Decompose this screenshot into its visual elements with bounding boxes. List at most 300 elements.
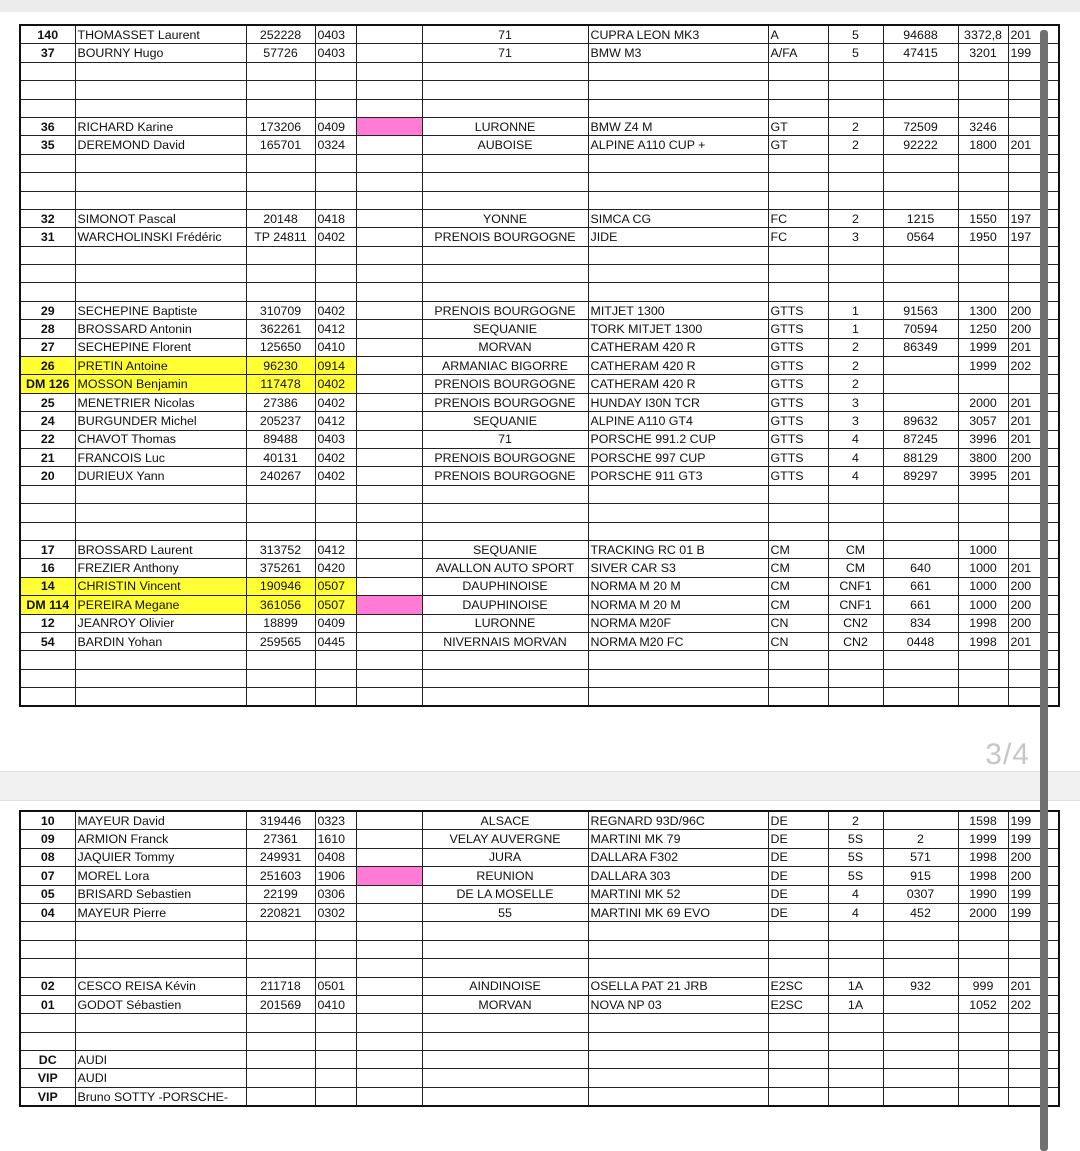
table-cell: 0402 <box>315 375 356 393</box>
table-cell <box>20 81 75 99</box>
table-cell <box>315 1051 356 1069</box>
table-cell: 09 <box>20 830 75 848</box>
table-cell: 37 <box>20 44 75 62</box>
table-cell <box>588 265 768 283</box>
table-cell: E2SC <box>768 977 828 995</box>
table-cell <box>1008 246 1059 264</box>
table-cell: 201 <box>1008 467 1059 485</box>
table-cell: 252228 <box>246 25 315 44</box>
table-cell <box>768 669 828 687</box>
table-cell <box>883 540 958 558</box>
table-cell: 1998 <box>958 632 1008 650</box>
table-cell <box>20 485 75 503</box>
table-cell: 1610 <box>315 830 356 848</box>
table-cell: 1052 <box>958 995 1008 1013</box>
table-row <box>20 922 1059 940</box>
table-cell: 87245 <box>883 430 958 448</box>
table-cell: A/FA <box>768 44 828 62</box>
table-cell <box>588 688 768 707</box>
table-cell: 1000 <box>958 596 1008 614</box>
table-cell: LURONNE <box>422 117 588 135</box>
table-row <box>20 448 1059 466</box>
table-cell: 5 <box>828 25 883 44</box>
table-cell <box>20 283 75 301</box>
table-cell: GTTS <box>768 338 828 356</box>
table-cell <box>883 62 958 80</box>
table-cell <box>768 1032 828 1050</box>
table-cell: MARTINI MK 69 EVO <box>588 903 768 921</box>
table-cell: 08 <box>20 848 75 866</box>
table-cell: 1998 <box>958 614 1008 632</box>
table-cell: 0412 <box>315 540 356 558</box>
table-cell: FREZIER Anthony <box>75 559 246 577</box>
table-cell <box>828 522 883 540</box>
table-cell <box>246 1087 315 1106</box>
table-cell: 249931 <box>246 848 315 866</box>
table-cell <box>356 301 422 319</box>
table-cell: 2 <box>828 338 883 356</box>
table-cell <box>246 1051 315 1069</box>
table-cell <box>1008 117 1059 135</box>
table-row <box>20 614 1059 632</box>
table-cell: 200 <box>1008 577 1059 595</box>
table-cell: 18899 <box>246 614 315 632</box>
table-cell: DEREMOND David <box>75 136 246 154</box>
table-cell: DE <box>768 867 828 885</box>
table-cell <box>356 1014 422 1032</box>
table-cell: MENETRIER Nicolas <box>75 393 246 411</box>
table-cell: 0501 <box>315 977 356 995</box>
table-cell <box>588 1069 768 1087</box>
table-cell: 201569 <box>246 995 315 1013</box>
table-cell <box>768 81 828 99</box>
table-cell: MORVAN <box>422 338 588 356</box>
table-cell <box>588 1032 768 1050</box>
table-cell <box>356 940 422 958</box>
table-cell <box>356 596 422 614</box>
table-cell <box>1008 173 1059 191</box>
table-cell: ARMION Franck <box>75 830 246 848</box>
table-cell <box>356 559 422 577</box>
table-cell: CM <box>828 559 883 577</box>
table-cell: 0418 <box>315 209 356 227</box>
table-cell: THOMASSET Laurent <box>75 25 246 44</box>
table-cell: 0402 <box>315 228 356 246</box>
table-cell: CNF1 <box>828 577 883 595</box>
table-cell: DALLARA 303 <box>588 867 768 885</box>
table-cell <box>422 651 588 669</box>
table-cell <box>356 430 422 448</box>
table-row <box>20 412 1059 430</box>
table-cell <box>246 62 315 80</box>
table-cell: CM <box>768 559 828 577</box>
table-cell: 201 <box>1008 430 1059 448</box>
table-cell <box>1008 265 1059 283</box>
table-row <box>20 117 1059 135</box>
table-cell <box>958 283 1008 301</box>
table-cell: 0507 <box>315 577 356 595</box>
table-cell: DE <box>768 903 828 921</box>
table-cell: 1999 <box>958 357 1008 375</box>
table-cell <box>883 1051 958 1069</box>
table-row <box>20 246 1059 264</box>
table-row <box>20 940 1059 958</box>
table-row <box>20 596 1059 614</box>
table-cell <box>20 669 75 687</box>
table-cell <box>883 504 958 522</box>
table-cell <box>246 1014 315 1032</box>
table-cell: 89297 <box>883 467 958 485</box>
table-cell: 197 <box>1008 228 1059 246</box>
table-cell <box>422 485 588 503</box>
table-row <box>20 885 1059 903</box>
table-cell <box>315 504 356 522</box>
table-cell: 27386 <box>246 393 315 411</box>
table-cell <box>356 830 422 848</box>
table-cell <box>315 246 356 264</box>
table-cell: 5S <box>828 848 883 866</box>
table-cell <box>246 504 315 522</box>
table-cell: 28 <box>20 320 75 338</box>
table-cell: 0403 <box>315 44 356 62</box>
table-cell: 915 <box>883 867 958 885</box>
table-cell: 201 <box>1008 338 1059 356</box>
table-cell <box>315 191 356 209</box>
table-cell: 661 <box>883 596 958 614</box>
table-cell <box>422 504 588 522</box>
table-cell <box>1008 522 1059 540</box>
table-cell: 0412 <box>315 412 356 430</box>
table-cell <box>883 99 958 117</box>
table-cell: PORSCHE 997 CUP <box>588 448 768 466</box>
table-cell <box>422 265 588 283</box>
table-cell: 834 <box>883 614 958 632</box>
table-cell <box>588 173 768 191</box>
table-cell: JURA <box>422 848 588 866</box>
table-cell <box>75 81 246 99</box>
table-cell <box>958 1014 1008 1032</box>
table-cell <box>246 191 315 209</box>
table-cell <box>1008 375 1059 393</box>
table-cell: 452 <box>883 903 958 921</box>
table-cell: NORMA M20F <box>588 614 768 632</box>
table-cell <box>20 265 75 283</box>
table-cell <box>768 1087 828 1106</box>
table-row <box>20 559 1059 577</box>
table-cell <box>1008 1014 1059 1032</box>
table-cell: 72509 <box>883 117 958 135</box>
table-row <box>20 811 1059 830</box>
table-cell <box>768 504 828 522</box>
table-cell: 0412 <box>315 320 356 338</box>
table-cell: 05 <box>20 885 75 903</box>
table-cell: SEQUANIE <box>422 412 588 430</box>
vertical-scrollbar[interactable] <box>1040 30 1048 1151</box>
table-cell: 0564 <box>883 228 958 246</box>
table-row <box>20 632 1059 650</box>
table-cell: 2 <box>828 209 883 227</box>
table-cell <box>958 522 1008 540</box>
table-cell: NORMA M 20 M <box>588 596 768 614</box>
table-cell <box>356 995 422 1013</box>
table-cell: 86349 <box>883 338 958 356</box>
table-cell <box>422 522 588 540</box>
table-cell: 1 <box>828 301 883 319</box>
table-cell <box>958 1051 1008 1069</box>
table-cell <box>246 99 315 117</box>
table-cell <box>883 922 958 940</box>
table-cell <box>828 191 883 209</box>
table-cell <box>315 669 356 687</box>
table-cell <box>356 81 422 99</box>
table-cell <box>828 246 883 264</box>
table-cell <box>768 191 828 209</box>
table-cell: 201 <box>1008 25 1059 44</box>
table-cell: 202 <box>1008 995 1059 1013</box>
table-cell <box>356 1051 422 1069</box>
table-cell <box>588 651 768 669</box>
table-cell: GTTS <box>768 448 828 466</box>
table-cell: JIDE <box>588 228 768 246</box>
table-cell: 3800 <box>958 448 1008 466</box>
table-cell: FC <box>768 209 828 227</box>
table-cell: 201 <box>1008 412 1059 430</box>
table-cell: 190946 <box>246 577 315 595</box>
table-cell: 200 <box>1008 867 1059 885</box>
table-cell: 201 <box>1008 632 1059 650</box>
table-cell <box>588 669 768 687</box>
table-cell <box>356 848 422 866</box>
table-cell <box>768 154 828 172</box>
table-cell <box>1008 540 1059 558</box>
table-cell: BOURNY Hugo <box>75 44 246 62</box>
table-cell <box>422 669 588 687</box>
table-cell <box>422 940 588 958</box>
table-cell: 17 <box>20 540 75 558</box>
table-cell <box>958 1087 1008 1106</box>
table-cell <box>588 1087 768 1106</box>
table-row <box>20 173 1059 191</box>
table-cell: FC <box>768 228 828 246</box>
table-cell: AVALLON AUTO SPORT <box>422 559 588 577</box>
table-cell: 0408 <box>315 848 356 866</box>
table-cell <box>828 1069 883 1087</box>
table-cell <box>422 99 588 117</box>
table-cell <box>315 522 356 540</box>
table-cell <box>958 191 1008 209</box>
table-cell: 1A <box>828 995 883 1013</box>
table-cell <box>356 1069 422 1087</box>
table-cell: PORSCHE 991.2 CUP <box>588 430 768 448</box>
table-cell: 3057 <box>958 412 1008 430</box>
table-cell: ALPINE A110 CUP + <box>588 136 768 154</box>
table-cell <box>768 651 828 669</box>
table-cell <box>356 117 422 135</box>
table-cell <box>1008 922 1059 940</box>
table-cell <box>1008 959 1059 977</box>
table-cell: GTTS <box>768 357 828 375</box>
table-cell <box>356 885 422 903</box>
table-cell <box>315 1014 356 1032</box>
table-cell <box>768 1051 828 1069</box>
table-cell: 640 <box>883 559 958 577</box>
table-cell <box>75 922 246 940</box>
table-cell: 251603 <box>246 867 315 885</box>
table-cell <box>883 1014 958 1032</box>
table-cell <box>588 922 768 940</box>
table-cell: 2 <box>828 375 883 393</box>
table-cell: CATHERAM 420 R <box>588 375 768 393</box>
table-cell: 3995 <box>958 467 1008 485</box>
table-cell: 201 <box>1008 136 1059 154</box>
table-cell <box>356 228 422 246</box>
table-cell <box>20 922 75 940</box>
table-cell <box>246 922 315 940</box>
table-row <box>20 867 1059 885</box>
table-cell: 27361 <box>246 830 315 848</box>
table-cell <box>1008 283 1059 301</box>
table-cell <box>315 959 356 977</box>
table-cell: CM <box>828 540 883 558</box>
table-row <box>20 338 1059 356</box>
table-cell: 201 <box>1008 559 1059 577</box>
table-cell: OSELLA PAT 21 JRB <box>588 977 768 995</box>
table-cell <box>883 283 958 301</box>
table-cell <box>883 191 958 209</box>
table-cell <box>20 1032 75 1050</box>
table-cell <box>768 246 828 264</box>
table-cell: 04 <box>20 903 75 921</box>
table-cell: 91563 <box>883 301 958 319</box>
table-cell: 2 <box>883 830 958 848</box>
table-cell <box>356 375 422 393</box>
table-cell <box>768 173 828 191</box>
table-cell: BMW Z4 M <box>588 117 768 135</box>
table-cell: NORMA M 20 M <box>588 577 768 595</box>
table-cell <box>958 651 1008 669</box>
table-cell: 1998 <box>958 867 1008 885</box>
entry-list-table-page4 <box>19 810 1060 1107</box>
table-cell <box>75 173 246 191</box>
table-cell: MAYEUR Pierre <box>75 903 246 921</box>
table-cell: RICHARD Karine <box>75 117 246 135</box>
table-cell: HUNDAY I30N TCR <box>588 393 768 411</box>
table-cell <box>356 485 422 503</box>
table-cell <box>1008 154 1059 172</box>
table-cell <box>422 1014 588 1032</box>
table-cell <box>883 1087 958 1106</box>
table-cell <box>356 136 422 154</box>
table-cell: 1999 <box>958 338 1008 356</box>
table-cell <box>958 940 1008 958</box>
table-cell: NIVERNAIS MORVAN <box>422 632 588 650</box>
table-cell <box>246 959 315 977</box>
table-cell <box>588 99 768 117</box>
table-cell: JEANROY Olivier <box>75 614 246 632</box>
table-cell: MORVAN <box>422 995 588 1013</box>
table-cell <box>1008 940 1059 958</box>
table-cell: DURIEUX Yann <box>75 467 246 485</box>
table-cell: SEQUANIE <box>422 540 588 558</box>
table-cell: 4 <box>828 448 883 466</box>
table-cell <box>883 522 958 540</box>
table-cell <box>588 940 768 958</box>
table-cell: 36 <box>20 117 75 135</box>
table-cell: 47415 <box>883 44 958 62</box>
table-cell <box>356 209 422 227</box>
table-cell: 0402 <box>315 467 356 485</box>
table-cell: 0409 <box>315 117 356 135</box>
table-cell <box>1008 99 1059 117</box>
table-cell <box>828 940 883 958</box>
table-cell <box>246 246 315 264</box>
table-cell: 259565 <box>246 632 315 650</box>
table-cell: 22 <box>20 430 75 448</box>
table-cell <box>1008 62 1059 80</box>
table-cell: ALSACE <box>422 811 588 830</box>
table-cell: DE <box>768 830 828 848</box>
table-cell <box>828 651 883 669</box>
table-cell <box>828 959 883 977</box>
table-cell <box>768 1014 828 1032</box>
table-cell: 1000 <box>958 559 1008 577</box>
table-cell <box>356 522 422 540</box>
table-cell <box>75 651 246 669</box>
table-cell: 571 <box>883 848 958 866</box>
table-cell: 200 <box>1008 301 1059 319</box>
table-cell <box>75 504 246 522</box>
table-row <box>20 540 1059 558</box>
table-cell <box>356 393 422 411</box>
table-cell: 21 <box>20 448 75 466</box>
table-row <box>20 1032 1059 1050</box>
table-cell: 932 <box>883 977 958 995</box>
table-cell: VELAY AUVERGNE <box>422 830 588 848</box>
table-cell: PRENOIS BOURGOGNE <box>422 448 588 466</box>
table-cell <box>958 173 1008 191</box>
table-row <box>20 651 1059 669</box>
table-row <box>20 81 1059 99</box>
table-cell <box>883 1032 958 1050</box>
table-cell <box>588 81 768 99</box>
table-cell <box>75 1014 246 1032</box>
table-row <box>20 209 1059 227</box>
table-cell <box>768 485 828 503</box>
table-cell: PORSCHE 911 GT3 <box>588 467 768 485</box>
table-row <box>20 191 1059 209</box>
table-cell: 1999 <box>958 830 1008 848</box>
table-cell: 0402 <box>315 448 356 466</box>
table-cell: DE <box>768 885 828 903</box>
table-cell <box>768 62 828 80</box>
table-cell <box>20 99 75 117</box>
table-cell <box>356 246 422 264</box>
table-cell <box>828 265 883 283</box>
table-cell <box>75 669 246 687</box>
table-cell <box>75 62 246 80</box>
table-cell: 220821 <box>246 903 315 921</box>
table-cell: 01 <box>20 995 75 1013</box>
table-cell <box>356 448 422 466</box>
table-cell: 0402 <box>315 301 356 319</box>
table-cell <box>588 522 768 540</box>
table-cell <box>356 173 422 191</box>
table-cell: TRACKING RC 01 B <box>588 540 768 558</box>
table-cell <box>883 651 958 669</box>
table-row <box>20 301 1059 319</box>
table-cell <box>768 283 828 301</box>
table-cell: 1A <box>828 977 883 995</box>
